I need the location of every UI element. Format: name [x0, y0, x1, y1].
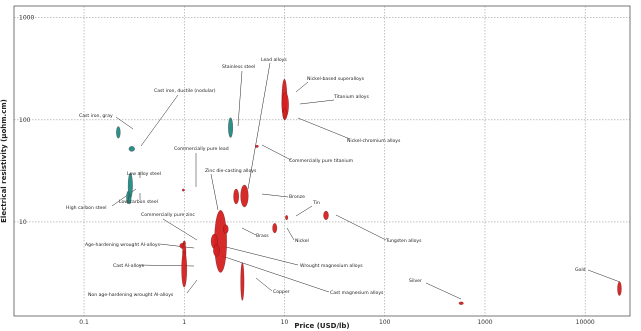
annotation-label: Commercially pure zinc — [141, 213, 195, 218]
annotation-label: Non age-hardening wrought Al-alloys — [88, 293, 174, 298]
annotation-label: Tungsten alloys — [386, 239, 422, 244]
annotation-label: Low carbon steel — [119, 200, 158, 205]
bubble-nickel-chromium-alloys — [283, 108, 287, 120]
bubble-stainless-steel — [228, 118, 233, 138]
annotation-leader — [296, 82, 308, 92]
y-tick-label: 100 — [19, 116, 31, 124]
annotation-label: Lead alloys — [261, 58, 287, 63]
annotation-label: Tin — [313, 201, 320, 206]
annotation-label: Nickel-chromium alloys — [347, 139, 401, 144]
annotation-label: Low alloy steel — [127, 172, 161, 177]
annotation-label: Nickel-based superalloys — [307, 77, 365, 82]
x-axis-title: Price (USD/lb) — [294, 322, 350, 330]
annotation-label: Brass — [256, 234, 269, 239]
annotation-label: Gold — [575, 268, 586, 273]
annotation-label: Cast iron, ductile (nodular) — [154, 89, 216, 94]
annotation-leader — [222, 256, 329, 292]
bubble-tungsten-alloys — [324, 211, 329, 220]
y-tick-label: 1000 — [19, 14, 35, 22]
annotation-label: Bronze — [289, 195, 305, 200]
x-tick-label: 1000 — [477, 319, 493, 326]
annotation-label: Zinc die-casting alloys — [205, 169, 257, 174]
bubble-cast-iron-ductile-nodular — [129, 146, 135, 151]
bubble-brass — [223, 225, 228, 234]
annotation-label: Titanium alloys — [334, 95, 369, 100]
annotation-label: Copper — [273, 290, 290, 295]
bubble-nickel — [273, 223, 277, 233]
bubble-cast-iron-gray — [116, 126, 120, 138]
x-tick-label: 10 — [280, 319, 289, 326]
annotation-leader — [287, 228, 294, 240]
x-tick-label: 100 — [379, 319, 391, 326]
annotation-labels — [66, 57, 586, 298]
annotation-label: Age-hardening wrought Al-alloys — [85, 243, 161, 248]
x-tick-label: 1 — [182, 319, 187, 326]
annotation-leader — [262, 145, 291, 160]
annotation-leader — [300, 100, 334, 104]
annotation-label: Cast magnesium alloys — [330, 291, 384, 296]
annotation-leader — [160, 244, 194, 248]
annotation-label: Commercially pure titanium — [289, 159, 354, 164]
annotation-label: Cast iron, gray — [79, 114, 113, 119]
annotation-leader — [262, 194, 288, 197]
annotation-leader — [256, 278, 272, 291]
bubble-commercially-pure-titanium — [255, 145, 258, 147]
annotation-leader — [187, 280, 197, 293]
annotation-leader — [141, 95, 178, 146]
annotation-label: Nickel — [295, 239, 309, 244]
bubble-lead-alloys — [234, 189, 239, 204]
annotation-leader — [426, 283, 461, 299]
material-bubbles — [116, 79, 621, 305]
bubble-silver — [459, 302, 464, 305]
annotation-label: Stainless steel — [222, 65, 256, 70]
bubble-commercially-pure-lead — [182, 189, 184, 191]
annotation-label: Commercially pure lead — [174, 147, 229, 152]
annotation-leader — [298, 118, 350, 139]
axis-ticks — [19, 15, 595, 326]
x-tick-label: 0.1 — [79, 319, 89, 326]
annotation-leader — [296, 206, 312, 216]
y-axis-title: Electrical resistivity (µohm.cm) — [0, 99, 8, 223]
bubble-copper — [241, 263, 244, 301]
bubble-non-age-hardening-wrought-al-alloys — [182, 251, 187, 287]
annotation-leader — [211, 174, 218, 210]
annotation-label: Wrought magnesium alloys — [300, 264, 363, 269]
annotation-label: High carbon steel — [66, 206, 107, 211]
bubble-cast-magnesium-alloys — [213, 245, 219, 257]
annotation-leader — [588, 270, 620, 282]
annotation-leader — [222, 246, 298, 265]
bubble-bronze — [241, 185, 249, 207]
annotation-leader — [238, 71, 242, 126]
bubble-tin — [285, 215, 287, 219]
x-tick-label: 10000 — [575, 319, 595, 326]
y-tick-label: 10 — [19, 218, 27, 226]
annotation-leader — [336, 215, 386, 240]
annotation-label: Silver — [409, 279, 422, 284]
annotation-label: Cast Al-alloys — [113, 264, 145, 269]
bubble-gold — [617, 282, 621, 296]
annotation-leader — [242, 228, 256, 235]
